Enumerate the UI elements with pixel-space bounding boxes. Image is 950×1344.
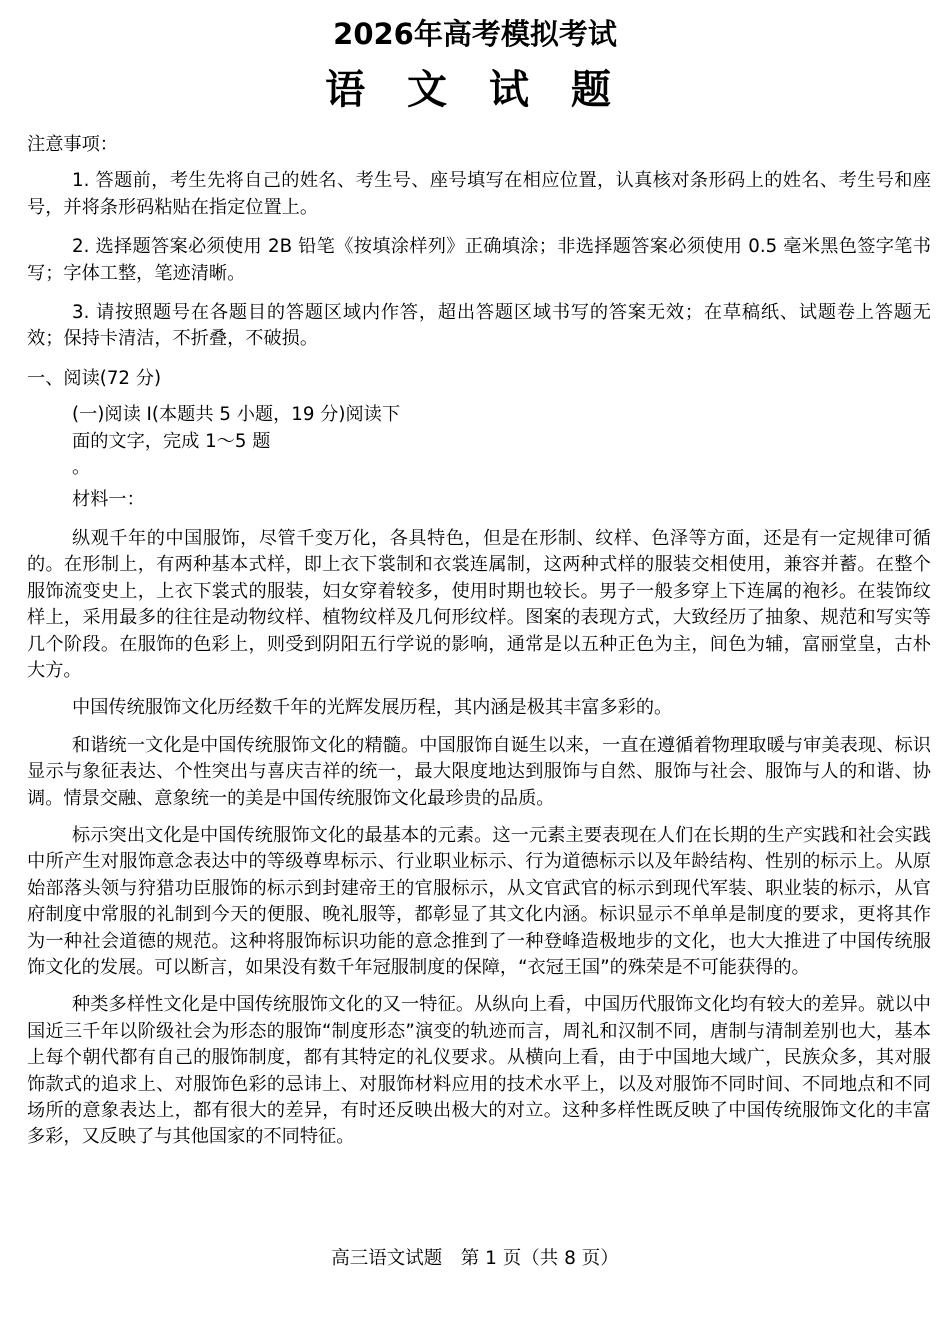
notice-heading: 注意事项： — [27, 134, 118, 155]
subsection-heading: (一)阅读 Ⅰ(本题共 5 小题，19 分)阅读下面的文字，完成 1～5 题 — [72, 404, 401, 452]
reading-paragraph-4: 标示突出文化是中国传统服饰文化的最基本的元素。这一元素主要表现在人们在长期的生产实践和社会实践中所产生对服饰意念表达中的等级尊卑标示、行业职业标示、行为道德标示以及年龄结构、性别的标示上。从原始部落头领与狩猎功臣服饰的标示到封建帝王的官服标示，从文官武官的标示到现代军装、职业装的标示，从官府制度中常服的礼制到今天的便服、晚礼服等，都彰显了其文化内涵。标识显示不单单是制度的要求，更将其作为一种社会道德的规范。这种将服饰标识功能的意念推到了一种登峰造极地步的文化，也大大推进了中国传统服饰文化的发展。可以断言，如果没有数千年冠服制度的保障，“衣冠王国”的殊荣是不可能获得的。 — [27, 824, 931, 978]
page-footer: 高三语文试题 第 1 页（共 8 页） — [331, 1248, 619, 1269]
subject-title: 语 文 试 题 — [325, 67, 625, 113]
material-label: 材料一： — [72, 489, 145, 511]
subsection-dot: 。 — [72, 457, 91, 479]
page-content — [27, 132, 931, 1162]
notice-item-1: 1. 答题前，考生先将自己的姓名、考生号、座号填写在相应位置，认真核对条形码上的姓名、考生号和座号，并将条形码粘贴在指定位置上。 — [27, 170, 931, 218]
section-heading: 一、阅读(72 分) — [27, 367, 162, 389]
reading-paragraph-5: 种类多样性文化是中国传统服饰文化的又一特征。从纵向上看，中国历代服饰文化均有较大的差异。就以中国近三千年以阶级社会为形态的服饰“制度形态”演变的轨迹而言，周礼和汉制不同，唐制与清制差别也大，基本上每个朝代都有自己的服饰制度，都有其特定的礼仪要求。从横向上看，由于中国地大域广，民族众多，其对服饰款式的追求上、对服饰色彩的忌讳上、对服饰材料应用的技术水平上，以及对服饰不同时间、不同地点和不同场所的意象表达上，都有很大的差异，有时还反映出极大的对立。这种多样性既反映了中国传统服饰文化的丰富多彩，又反映了与其他国家的不同特征。 — [27, 994, 931, 1148]
reading-paragraph-2: 中国传统服饰文化历经数千年的光辉发展历程，其内涵是极其丰富多彩的。 — [72, 697, 673, 719]
reading-paragraph-1: 纵观千年的中国服饰，尽管千变万化，各具特色，但是在形制、纹样、色泽等方面，还是有一定规律可循的。在形制上，有两种基本式样，即上衣下裳制和衣裳连属制，这两种式样的服装交相使用，兼容并蓄。在整个服饰流变史上，上衣下裳式的服装，妇女穿着较多，使用时期也较长。男子一般多穿上下连属的袍衫。在装饰纹样上，采用最多的往往是动物纹样、植物纹样及几何形纹样。图案的表现方式，大致经历了抽象、规范和写实等几个阶段。在服饰的色彩上，则受到阴阳五行学说的影响，通常是以五种正色为主，间色为辅，富丽堂皇，古朴大方。 — [27, 527, 931, 681]
notice-item-2: 2. 选择题答案必须使用 2B 铅笔《按填涂样列》正确填涂；非选择题答案必须使用 0.5 毫米黑色签字笔书写；字体工整，笔迹清晰。 — [27, 236, 931, 284]
reading-paragraph-3: 和谐统一文化是中国传统服饰文化的精髓。中国服饰自诞生以来，一直在遵循着物理取暖与审美表现、标识显示与象征表达、个性突出与喜庆吉祥的统一，最大限度地达到服饰与自然、服饰与社会、服饰与人的和谐、协调。情景交融、意象统一的美是中国传统服饰文化最珍贵的品质。 — [27, 734, 931, 809]
notice-item-3: 3. 请按照题号在各题目的答题区域内作答，超出答题区域书写的答案无效；在草稿纸、试题卷上答题无效；保持卡清洁，不折叠，不破损。 — [27, 302, 931, 350]
exam-title: 2026年高考模拟考试 — [333, 17, 617, 51]
